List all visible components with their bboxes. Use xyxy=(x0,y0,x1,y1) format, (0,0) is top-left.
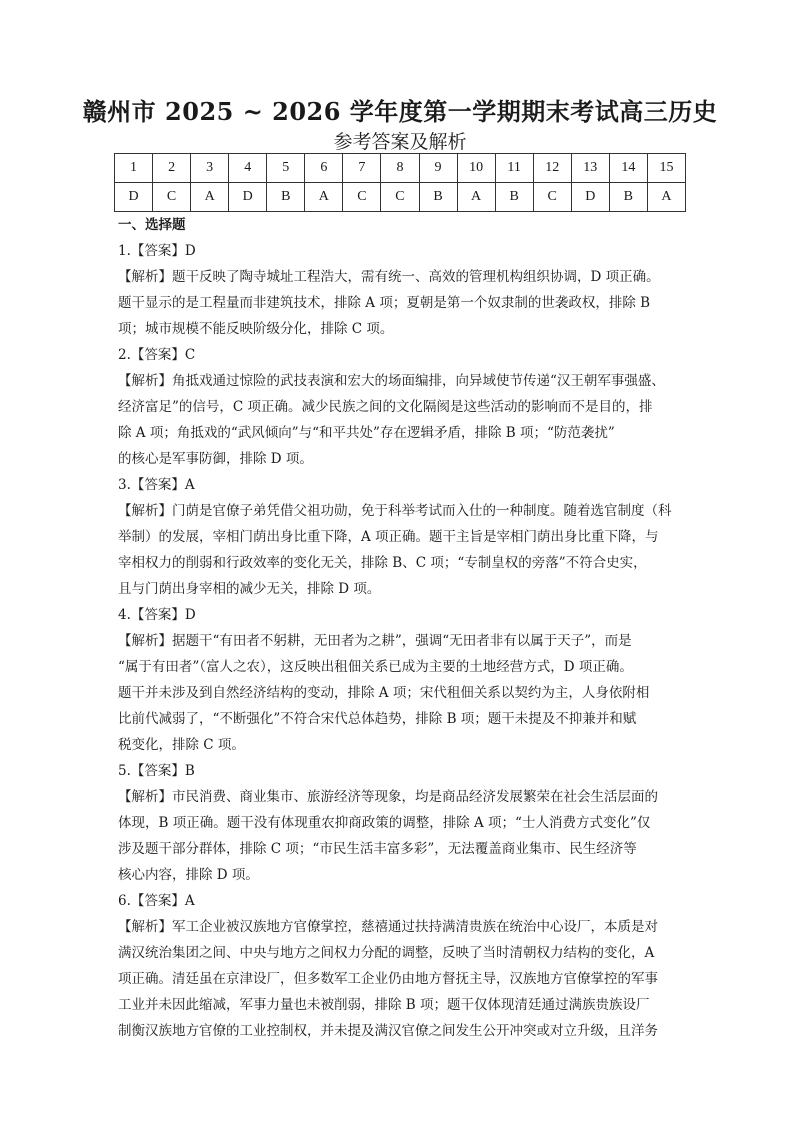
answer-letter-cell: B xyxy=(267,183,305,212)
question-explanation xyxy=(118,472,686,602)
explanation-line: 宰相权力的削弱和行政效率的变化无关，排除 B、C 项；“专制皇权的旁落”不符合史实， xyxy=(118,555,647,571)
question-number-cell: 12 xyxy=(533,154,571,183)
explanation-line: 举制）的发展，宰相门荫出身比重下降，A 项正确。题干主旨是宰相门荫出身比重下降，与 xyxy=(118,529,659,545)
answer-letter-row xyxy=(115,183,686,212)
answer-letter-cell: A xyxy=(647,183,685,212)
question-explanation xyxy=(118,342,686,472)
question-number-cell: 8 xyxy=(381,154,419,183)
explanation-line: 【解析】角抵戏通过惊险的武技表演和宏大的场面编排，向异域使节传递“汉王朝军事强盛、 xyxy=(118,373,665,389)
answer-line: 6.【答案】A xyxy=(118,893,195,909)
question-number-cell: 4 xyxy=(229,154,267,183)
explanation-line: 除 A 项；角抵戏的“武风倾向”与“和平共处”存在逻辑矛盾，排除 B 项；“防范袭扰” xyxy=(118,425,615,441)
answer-letter-cell: D xyxy=(571,183,609,212)
question-explanation xyxy=(118,758,686,888)
question-number-cell: 9 xyxy=(419,154,457,183)
explanation-line: “属于有田者”（富人之农），这反映出租佃关系已成为主要的土地经营方式，D 项正确。 xyxy=(118,659,633,675)
explanation-line: 【解析】据题干“有田者不躬耕，无田者为之耕”，强调“无田者非有以属于天子”，而是 xyxy=(118,633,632,649)
explanation-line: 比前代减弱了，“不断强化”不符合宋代总体趋势，排除 B 项；题干未提及不抑兼并和赋 xyxy=(118,711,637,727)
question-number-cell: 7 xyxy=(343,154,381,183)
explanation-line: 项正确。清廷虽在京津设厂，但多数军工企业仍由地方督抚主导，汉族地方官僚掌控的军事 xyxy=(118,971,658,987)
answer-line: 3.【答案】A xyxy=(118,477,195,493)
answer-letter-cell: A xyxy=(191,183,229,212)
answer-letter-cell: D xyxy=(229,183,267,212)
explanation-list xyxy=(118,238,686,1044)
answer-line: 1.【答案】D xyxy=(118,243,196,259)
explanation-line: 的核心是军事防御，排除 D 项。 xyxy=(118,451,313,467)
question-number-cell: 2 xyxy=(153,154,191,183)
explanation-line: 制衡汉族地方官僚的工业控制权，并未提及满汉官僚之间发生公开冲突或对立升级，且洋务 xyxy=(118,1023,658,1039)
explanation-line: 工业并未因此缩减，军事力量也未被削弱，排除 B 项；题干仅体现清廷通过满族贵族设厂 xyxy=(118,997,650,1013)
question-number-cell: 3 xyxy=(191,154,229,183)
section-heading: 一、选择题 xyxy=(118,217,186,233)
explanation-line: 【解析】军工企业被汉族地方官僚掌控，慈禧通过扶持满清贵族在统治中心设厂，本质是对 xyxy=(118,919,658,935)
answer-letter-cell: C xyxy=(381,183,419,212)
answer-letter-cell: D xyxy=(115,183,153,212)
answer-line: 5.【答案】B xyxy=(118,763,195,779)
explanation-line: 经济富足”的信号，C 项正确。减少民族之间的文化隔阂是这些活动的影响而不是目的，排 xyxy=(118,399,653,415)
explanation-line: 体现，B 项正确。题干没有体现重农抑商政策的调整，排除 A 项；“士人消费方式变化”仅 xyxy=(118,815,651,831)
explanations xyxy=(118,212,686,1044)
page-title: 赣州市 2025 ~ 2026 学年度第一学期期末考试高三历史 xyxy=(82,97,718,126)
question-number-cell: 15 xyxy=(647,154,685,183)
answer-letter-cell: B xyxy=(495,183,533,212)
question-number-cell: 13 xyxy=(571,154,609,183)
explanation-line: 核心内容，排除 D 项。 xyxy=(118,867,259,883)
answer-letter-cell: C xyxy=(153,183,191,212)
answer-letter-cell: A xyxy=(457,183,495,212)
question-number-cell: 11 xyxy=(495,154,533,183)
answer-letter-cell: A xyxy=(305,183,343,212)
question-explanation xyxy=(118,888,686,1044)
explanation-line: 【解析】市民消费、商业集市、旅游经济等现象，均是商品经济发展繁荣在社会生活层面的 xyxy=(118,789,658,805)
question-number-cell: 5 xyxy=(267,154,305,183)
question-number-cell: 1 xyxy=(115,154,153,183)
explanation-line: 满汉统治集团之间、中央与地方之间权力分配的调整，反映了当时清朝权力结构的变化，A xyxy=(118,945,655,961)
explanation-line: 且与门荫出身宰相的减少无关，排除 D 项。 xyxy=(118,581,381,597)
explanation-line: 项；城市规模不能反映阶级分化，排除 C 项。 xyxy=(118,321,394,337)
answer-key-table xyxy=(114,153,686,212)
explanation-line: 税变化，排除 C 项。 xyxy=(118,737,245,753)
question-number-row xyxy=(115,154,686,183)
answer-line: 2.【答案】C xyxy=(118,347,196,363)
explanation-line: 【解析】题干反映了陶寺城址工程浩大，需有统一、高效的管理机构组织协调，D 项正确。 xyxy=(118,269,660,285)
page-subtitle: 参考答案及解析 xyxy=(333,131,467,153)
question-number-cell: 14 xyxy=(609,154,647,183)
question-number-cell: 10 xyxy=(457,154,495,183)
explanation-line: 题干显示的是工程量而非建筑技术，排除 A 项；夏朝是第一个奴隶制的世袭政权，排除 B xyxy=(118,295,651,311)
explanation-line: 题干并未涉及到自然经济结构的变动，排除 A 项；宋代租佃关系以契约为主，人身依附相 xyxy=(118,685,650,701)
answer-letter-cell: B xyxy=(419,183,457,212)
answer-letter-cell: B xyxy=(609,183,647,212)
explanation-line: 涉及题干部分群体，排除 C 项；“市民生活丰富多彩”，无法覆盖商业集市、民生经济等 xyxy=(118,841,637,857)
answer-letter-cell: C xyxy=(533,183,571,212)
question-number-cell: 6 xyxy=(305,154,343,183)
explanation-line: 【解析】门荫是官僚子弟凭借父祖功勋，免于科举考试而入仕的一种制度。随着选官制度（科 xyxy=(118,503,672,519)
question-explanation xyxy=(118,602,686,758)
answer-letter-cell: C xyxy=(343,183,381,212)
answer-line: 4.【答案】D xyxy=(118,607,196,623)
question-explanation xyxy=(118,238,686,342)
